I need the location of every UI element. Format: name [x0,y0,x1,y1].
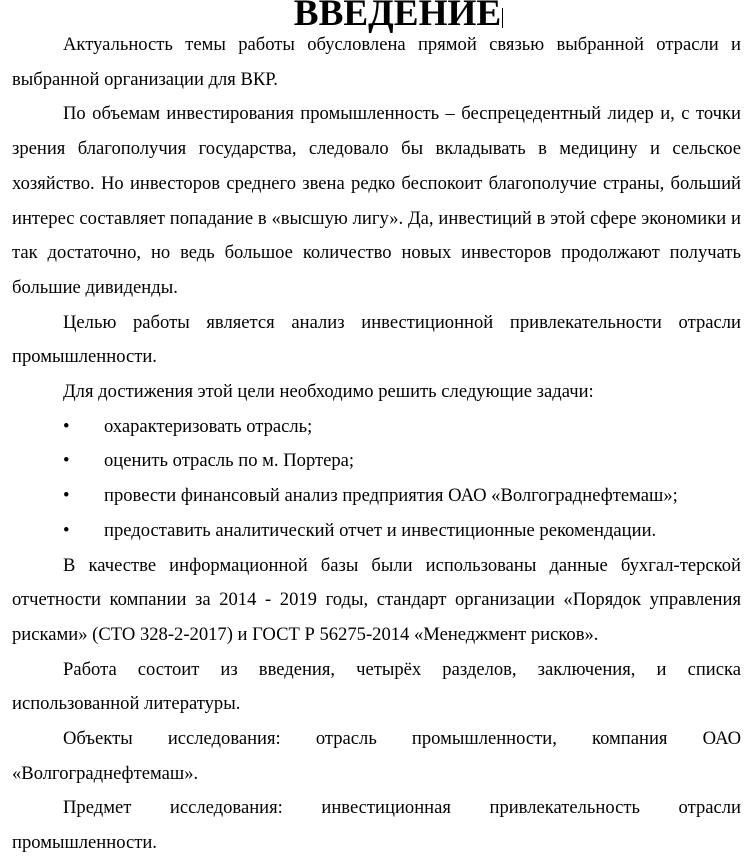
bullet-icon: • [63,415,70,437]
task-list [12,410,741,549]
paragraph-tasks-intro: Для достижения этой цели необходимо решить следующие задачи: [63,381,594,403]
paragraph-subject: Предмет исследования: инвестиционная привлекательность отрасли промышленности. [12,797,741,854]
paragraph-info-base: В качестве информационной базы были использованы данные бухгал-терской отчетности компании за 2014 - 2019 годы, стандарт организации «Порядок управления рисками» (СТО 328-2-2017) и ГОСТ Р 56275-2014 «Менеджмент рисков». [12,554,741,645]
paragraph-structure: Работа состоит из введения, четырёх разделов, заключения, и списка использованной литературы. [12,658,741,715]
paragraph-objects: Объекты исследования: отрасль промышленности, компания ОАО «Волгограднефтемаш». [12,728,741,784]
bullet-icon: • [63,485,70,507]
text-cursor [502,8,503,28]
list-item [12,444,741,479]
list-item-text: предоставить аналитический отчет и инвестиционные рекомендации. [104,519,657,541]
list-item [12,479,741,514]
list-item [12,514,741,549]
section-title [12,0,741,34]
paragraph-relevance: Актуальность темы работы обусловлена прямой связью выбранной отрасли и выбранной организации для ВКР. [12,34,741,90]
list-item-text: провести финансовый анализ предприятия ОАО «Волгограднефтемаш»; [104,485,678,507]
list-item-text: охарактеризовать отрасль; [104,415,313,437]
paragraph-investment: По объемам инвестирования промышленность – беспрецедентный лидер и, с точки зрения благополучия государства, следовало бы вкладывать в медицину и сельское хозяйство. Но инвесторов среднего звена редко беспокоит благополучие страны, больший интерес составляет попадание в «высшую лигу». Да, инвестиций в этой сфере экономики и так достаточно, но ведь большое количество новых инвесторов продолжают получать большие дивиденды. [12,103,741,298]
list-item [12,410,741,445]
bullet-icon: • [63,450,70,472]
title-text: ВВЕДЕНИЕ [293,0,502,34]
bullet-icon: • [63,519,70,541]
list-item-text: оценить отрасль по м. Портера; [104,450,355,472]
paragraph-goal: Целью работы является анализ инвестиционной привлекательности отрасли промышленности. [12,311,741,368]
document-page[interactable] [12,0,741,861]
